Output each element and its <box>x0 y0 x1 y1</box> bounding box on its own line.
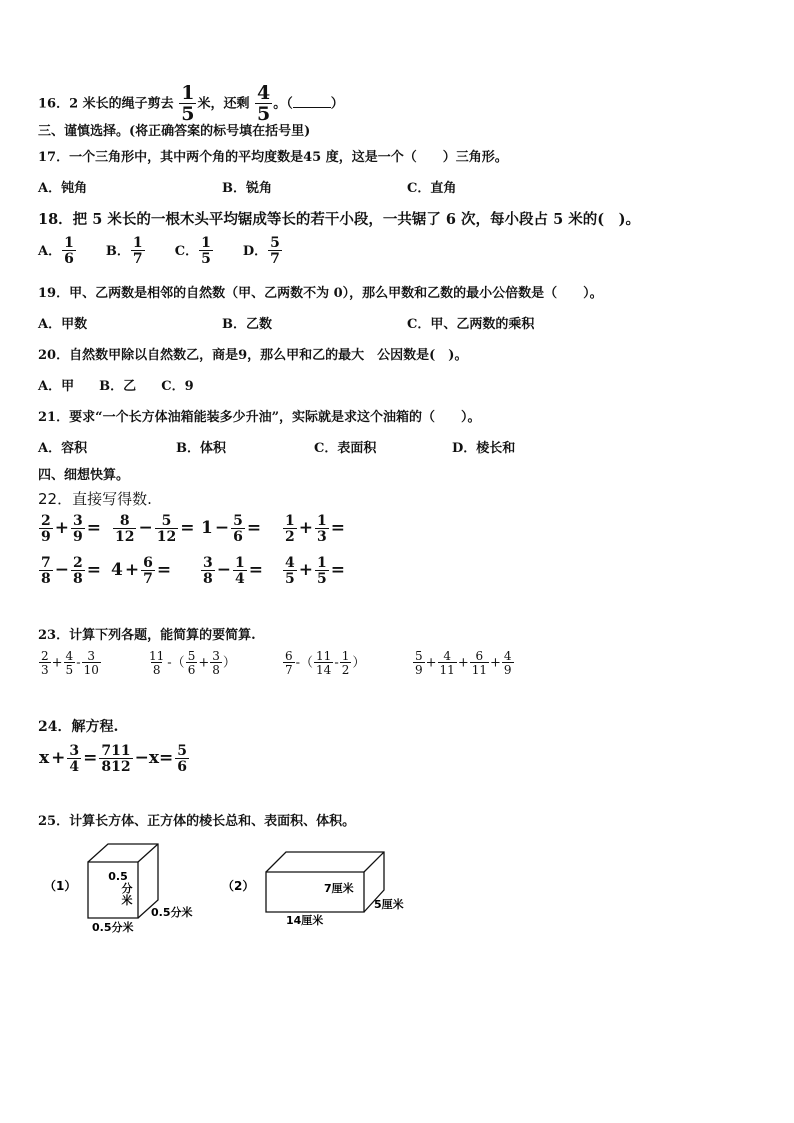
option-a[interactable]: A． $\frac{1}{6}$ <box>38 235 74 267</box>
q22-item: $\frac{4}{5}$ + $\frac{1}{5}$ = <box>285 555 345 587</box>
option-c[interactable]: C．甲、乙两数的乘积 <box>407 317 535 332</box>
option-a[interactable]: A．容积 <box>38 441 88 456</box>
option-d[interactable]: D．棱长和 <box>452 441 516 456</box>
section-4-heading: 四、细想快算。 <box>38 468 130 483</box>
q22-item: $\frac{3}{8}$ − $\frac{1}{4}$ = <box>203 555 263 587</box>
q22-item: $\frac{8}{12}$ − $\frac{5}{12}$ = <box>115 513 195 545</box>
question-21: 21．要求“一个长方体油箱能装多少升油”，实际就是求这个油箱的（ ）。 <box>38 410 481 425</box>
figure-1-label: （1） <box>44 879 77 893</box>
cube-height-unit-label: 分 <box>121 882 133 895</box>
q23-expression: $\frac{2}{3}$ + $\frac{4}{5}$ - $\frac{3}{10}$ <box>41 649 99 677</box>
option-a[interactable]: A．甲数 <box>38 317 88 332</box>
q23-expression: $\frac{11}{8}$ -（ $\frac{5}{6}$ + $\frac{3}{8}$ ） <box>149 649 236 677</box>
option-b[interactable]: B．乙数 <box>222 317 272 332</box>
q23-expression: $\frac{5}{9}$ + $\frac{4}{11}$ + $\frac{6}{11}$ + $\frac{4}{9}$ <box>415 649 512 677</box>
q22-item: 1 − $\frac{5}{6}$ = <box>201 513 262 545</box>
q25-figures <box>38 838 428 938</box>
question-23-title: 23．计算下列各题，能简算的要简算. <box>38 628 256 643</box>
option-c[interactable]: C．9 <box>161 379 194 394</box>
cuboid-width-label: 14厘米 <box>286 914 324 927</box>
option-c[interactable]: C． $\frac{1}{5}$ <box>174 235 211 267</box>
cube-depth-label: 0.5分米 <box>151 906 193 919</box>
section-3-heading: 三、谨慎选择。(将正确答案的标号填在括号里) <box>38 124 311 139</box>
fraction: $\frac{1}{7}$ <box>132 235 143 267</box>
option-c[interactable]: C．直角 <box>407 181 457 196</box>
question-16: 16．2 米长的绳子剪去 $\frac{1}{5}$ 米，还剩 $\frac{4}{5}$ 。（ ） <box>38 82 344 125</box>
fraction: $\frac{5}{7}$ <box>270 235 280 267</box>
cube-height-unit-label-2: 米 <box>121 894 133 907</box>
question-25-title: 25．计算长方体、正方体的棱长总和、表面积、体积。 <box>38 814 356 829</box>
q22-item: $\frac{1}{2}$ + $\frac{1}{3}$ = <box>285 513 345 545</box>
option-d[interactable]: D． $\frac{5}{7}$ <box>242 235 280 267</box>
question-19: 19．甲、乙两数是相邻的自然数（甲、乙两数不为 0），那么甲数和乙数的最小公倍数是（ ）。 <box>38 286 603 301</box>
option-b[interactable]: B．乙 <box>99 379 137 394</box>
cube-width-label: 0.5分米 <box>92 921 134 934</box>
q23-expression: $\frac{6}{7}$ -（ $\frac{11}{14}$ - $\frac{1}{2}$ ） <box>285 649 366 677</box>
question-18: 18．把 5 米长的一根木头平均锯成等长的若干小段，一共锯了 6 次，每小段占 5 米的( )。 <box>38 211 640 228</box>
cuboid-depth-label: 5厘米 <box>374 898 404 911</box>
question-17: 17．一个三角形中，其中两个角的平均度数是45 度，这是一个（ ）三角形。 <box>38 150 508 165</box>
q22-item: $\frac{2}{9}$ + $\frac{3}{9}$ = <box>41 513 101 545</box>
option-a[interactable]: A．甲 <box>38 379 75 394</box>
q22-item: 4 + $\frac{6}{7}$ = <box>111 555 172 587</box>
question-20: 20．自然数甲除以自然数乙，商是9，那么甲和乙的最大 公因数是( )。 <box>38 348 468 363</box>
q24-equation: x + $\frac{3}{4}$ = $\frac{711}{812}$ −x= $\frac{5}{6}$ <box>39 743 187 775</box>
question-18-options <box>38 236 283 266</box>
question-24-title: 24．解方程. <box>38 719 119 735</box>
option-b[interactable]: B． $\frac{1}{7}$ <box>105 235 143 267</box>
option-a[interactable]: A．钝角 <box>38 181 88 196</box>
option-b[interactable]: B．锐角 <box>222 181 272 196</box>
option-b[interactable]: B．体积 <box>176 441 226 456</box>
fraction: $\frac{1}{6}$ <box>64 235 74 267</box>
question-20-options <box>38 375 194 394</box>
q22-item: $\frac{7}{8}$ − $\frac{2}{8}$ = <box>41 555 101 587</box>
question-22-title: 22．直接写得数. <box>38 490 152 508</box>
fraction: $\frac{1}{5}$ <box>181 82 195 125</box>
figure-2-label: （2） <box>222 879 255 893</box>
option-c[interactable]: C．表面积 <box>314 441 377 456</box>
fraction: $\frac{1}{5}$ <box>201 235 211 267</box>
cube-height-label: 0.5 <box>108 870 128 883</box>
answer-blank[interactable] <box>293 97 331 108</box>
fraction: $\frac{4}{5}$ <box>256 82 271 125</box>
cuboid-height-label: 7厘米 <box>324 882 354 895</box>
